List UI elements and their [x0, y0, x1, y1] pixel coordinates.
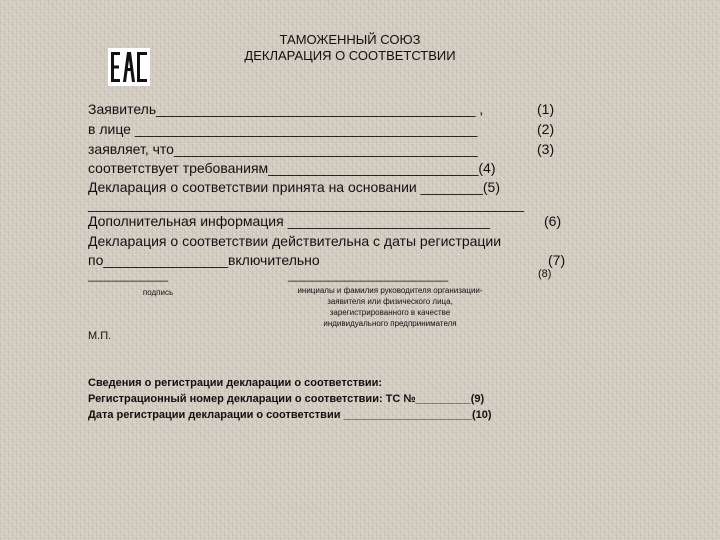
validity-from-field: Декларация о соответствии действительна с даты регистрации — [88, 233, 502, 249]
complies-field: соответствует требованиям___________________________(4) — [88, 160, 496, 176]
name-caption-line3: зарегистрированного в качестве — [329, 308, 451, 317]
registration-date-field: Дата регистрации декларации о соответствии _____________________(10) — [88, 409, 492, 421]
applicant-number: (1) — [537, 101, 555, 117]
represented-number: (2) — [537, 121, 555, 137]
eac-logo — [108, 48, 150, 86]
registration-heading: Сведения о регистрации декларации о соответствии: — [88, 377, 383, 389]
validity-to-field: по________________включительно — [88, 252, 320, 268]
signature-line: ____________ — [88, 268, 169, 282]
represented-by-field: в лице ____________________________________________ — [88, 121, 478, 137]
registration-number-field: Регистрационный номер декларации о соответствии: ТС №_________(9) — [88, 393, 485, 405]
basis-continuation-line: ________________________________________________________ — [88, 196, 525, 212]
declares-field: заявляет, что_______________________________________ — [88, 141, 478, 157]
stamp-place: М.П. — [88, 330, 112, 342]
name-caption-line4: индивидуального предпринимателя — [323, 319, 457, 328]
name-caption-line1: инициалы и фамилия руководителя организации- — [297, 286, 483, 295]
name-caption-line2: заявителя или физического лица, — [327, 297, 453, 306]
name-line: ________________________ — [288, 268, 449, 282]
additional-info-field: Дополнительная информация __________________________ — [88, 213, 491, 229]
additional-info-number: (6) — [544, 213, 562, 229]
declares-number: (3) — [537, 141, 555, 157]
signature-caption: подпись — [142, 288, 174, 297]
validity-number: (7) — [548, 252, 566, 268]
signature-number: (8) — [538, 268, 552, 280]
applicant-field: Заявитель_________________________________________ , — [88, 101, 484, 117]
header-title-union: ТАМОЖЕННЫЙ СОЮЗ — [279, 32, 421, 47]
header-title-declaration: ДЕКЛАРАЦИЯ О СООТВЕТСТВИИ — [244, 48, 456, 63]
basis-field: Декларация о соответствии принята на основании ________(5) — [88, 179, 501, 195]
